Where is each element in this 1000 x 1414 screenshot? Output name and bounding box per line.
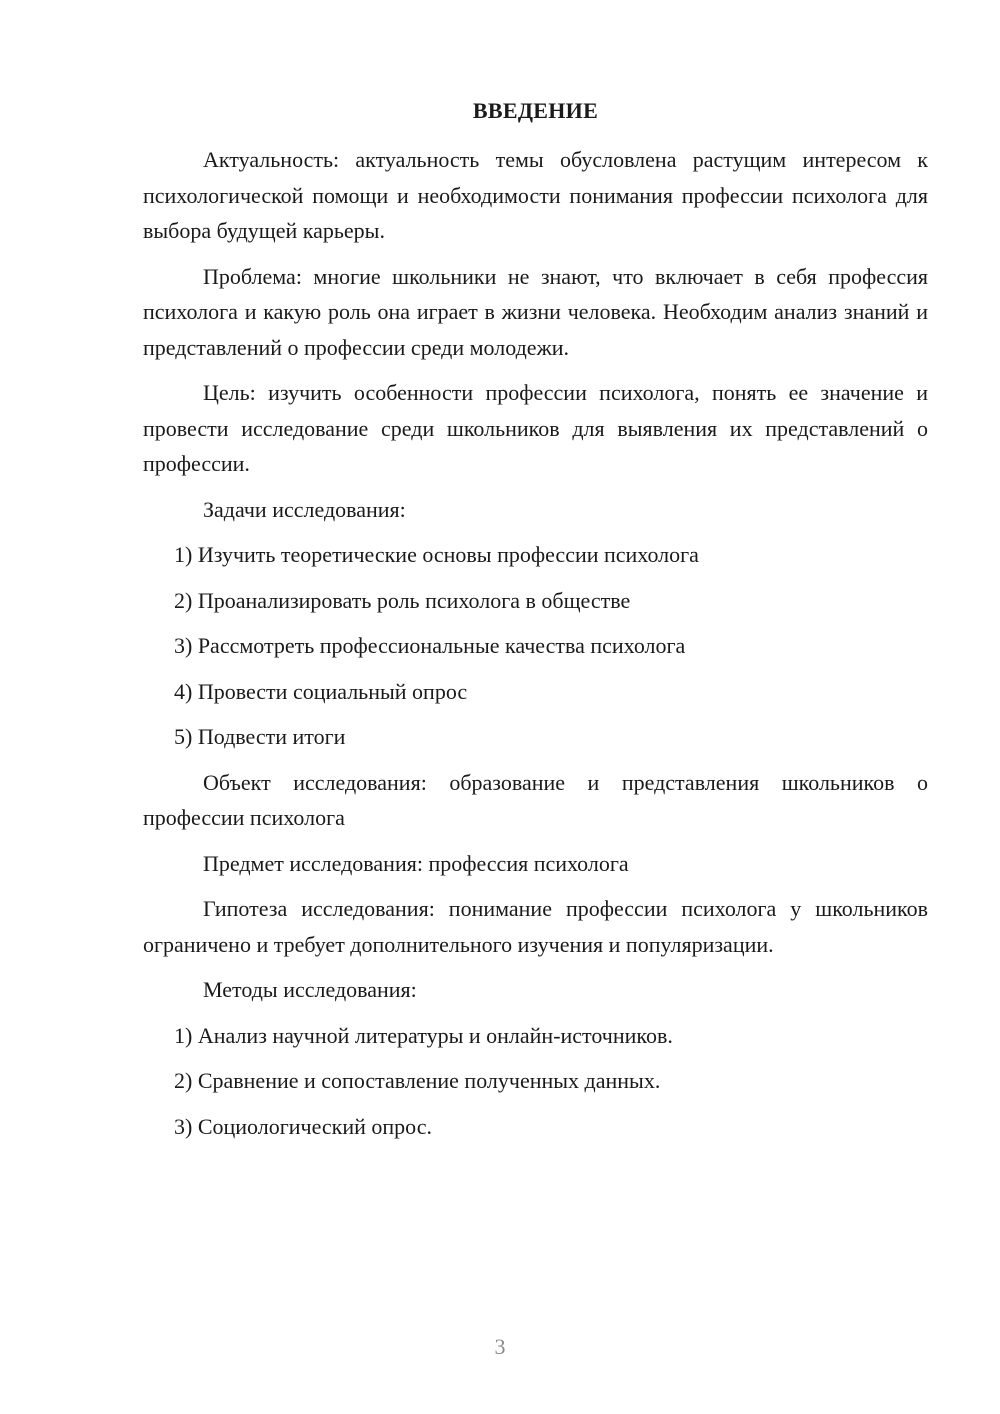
list-item: 4) Провести социальный опрос <box>174 678 468 704</box>
goal-paragraph: Цель: изучить особенности профессии психолога, понять ее значение и провести исследование среди школьников для выявления их представлений о профессии. <box>143 380 928 476</box>
list-item: 3) Рассмотреть профессиональные качества психолога <box>174 633 686 658</box>
methods-list <box>143 1018 928 1145</box>
subject-paragraph: Предмет исследования: профессия психолога <box>203 850 629 876</box>
relevance-paragraph: Актуальность: актуальность темы обусловлена растущим интересом к психологической помощи и необходимости понимания профессии психолога для выбора будущей карьеры. <box>143 147 928 243</box>
page-number: 3 <box>494 1334 506 1359</box>
tasks-list <box>143 537 928 755</box>
section-heading: ВВЕДЕНИЕ <box>472 98 599 123</box>
list-item: 2) Проанализировать роль психолога в обществе <box>174 587 631 613</box>
list-item: 2) Сравнение и сопоставление полученных данных. <box>174 1068 661 1093</box>
list-item: 1) Анализ научной литературы и онлайн-источников. <box>174 1022 673 1048</box>
list-item: 1) Изучить теоретические основы профессии психолога <box>174 542 699 567</box>
problem-paragraph: Проблема: многие школьники не знают, что включает в себя профессия психолога и какую роль она играет в жизни человека. Необходим анализ знаний и представлений о профессии среди молодежи. <box>143 263 928 360</box>
methods-title: Методы исследования: <box>203 977 417 1002</box>
document-body <box>143 142 928 1154</box>
list-item: 3) Социологический опрос. <box>174 1113 432 1139</box>
hypothesis-paragraph: Гипотеза исследования: понимание профессии психолога у школьников ограничено и требует дополнительного изучения и популяризации. <box>143 896 928 957</box>
tasks-title: Задачи исследования: <box>203 496 406 522</box>
object-paragraph: Объект исследования: образование и представления школьников о профессии психолога <box>143 769 928 830</box>
list-item: 5) Подвести итоги <box>174 724 346 749</box>
